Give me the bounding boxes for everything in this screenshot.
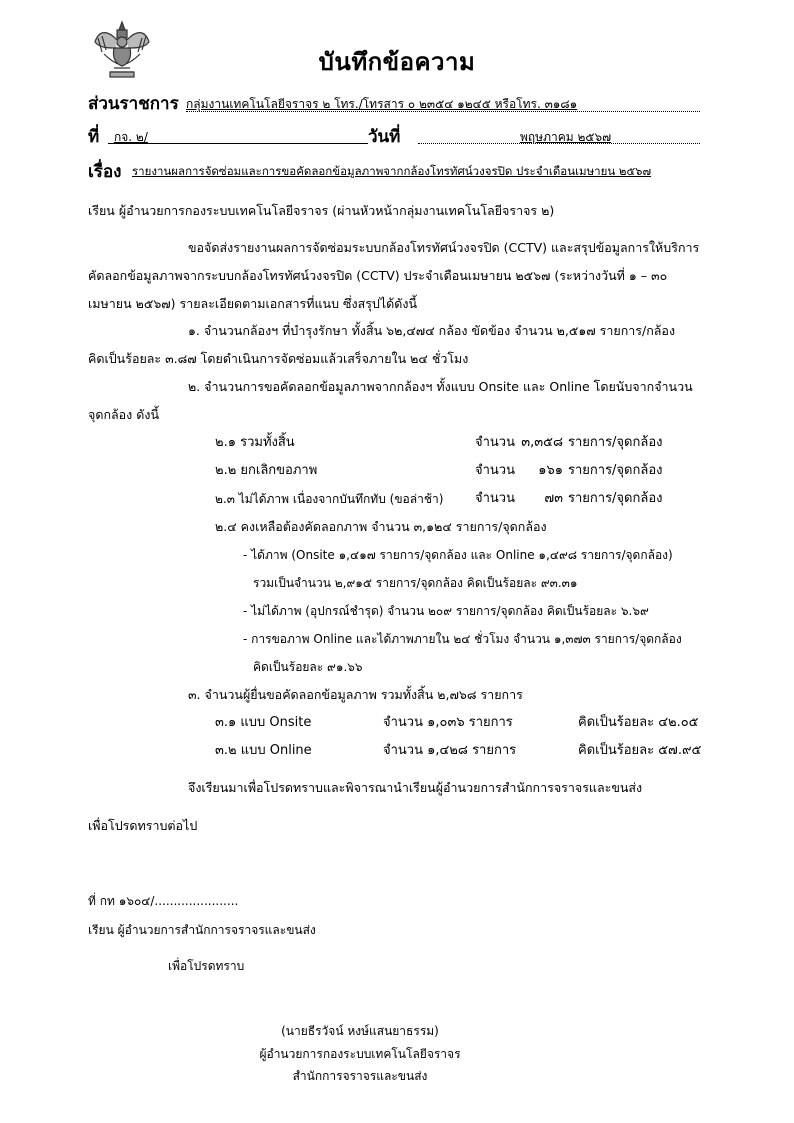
item2-row-3-count-label: จำนวน: [475, 491, 515, 506]
item2-line-1: ๒. จำนวนการขอคัดลอกข้อมูลภาพจากกล้องฯ ทั้งแบบ Onsite และ Online โดยนับจากจำนวน: [188, 379, 693, 394]
ref-label: ที่: [88, 127, 100, 147]
item3-row-2-percent: คิดเป็นร้อยละ ๕๗.๙๕: [578, 743, 702, 758]
item3: ๓. จำนวนผู้ยื่นขอคัดลอกข้อมูลภาพ รวมทั้งสิ้น ๒,๗๖๘ รายการ: [188, 687, 523, 702]
endorse-to: เรียน ผู้อำนวยการสำนักการจราจรและขนส่ง: [88, 923, 316, 937]
subject-value: รายงานผลการจัดซ่อมและการขอคัดลอกข้อมูลภาพจากกล้องโทรทัศน์วงจรปิด ประจำเดือนเมษายน ๒๕๖๗: [132, 164, 652, 178]
date-rule: [418, 143, 700, 144]
item3-row-2-count: จำนวน ๑,๔๒๘ รายการ: [383, 743, 517, 758]
item2-4-line-2: รวมเป็นจำนวน ๒,๙๑๕ รายการ/จุดกล้อง คิดเป็นร้อยละ ๙๓.๓๑: [253, 576, 578, 590]
signature-name: (นายธีรวัจน์ หงษ์แสนยาธรรม): [281, 1024, 439, 1038]
closing-line-1: จึงเรียนมาเพื่อโปรดทราบและพิจารณานำเรียนผู้อำนวยการสำนักการจราจรและขนส่ง: [188, 780, 643, 795]
ref-value: กจ. ๒/: [114, 130, 148, 144]
item2-row-1-unit: รายการ/จุดกล้อง: [568, 435, 663, 450]
item2-row-1-label: ๒.๑ รวมทั้งสิ้น: [215, 435, 295, 450]
item2-row-1-count-label: จำนวน: [475, 435, 515, 450]
endorse-ref: ที่ กท ๑๖๐๔/......................: [88, 894, 239, 908]
intro-line-1: ขอจัดส่งรายงานผลการจัดซ่อมระบบกล้องโทรทัศน์วงจรปิด (CCTV) และสรุปข้อมูลการให้บริการ: [188, 240, 700, 255]
item2-line-2: จุดกล้อง ดังนี้: [88, 407, 160, 422]
item3-row-1-count: จำนวน ๑,๐๓๖ รายการ: [383, 715, 513, 730]
item2-row-1-count: ๓,๓๕๘: [521, 435, 563, 450]
date-value: พฤษภาคม ๒๕๖๗: [520, 130, 612, 144]
signature-position: ผู้อำนวยการกองระบบเทคโนโลยีจราจร: [259, 1047, 461, 1061]
item2-4: ๒.๔ คงเหลือต้องคัดลอกภาพ จำนวน ๓,๑๒๔ รายการ/จุดกล้อง: [215, 519, 547, 534]
item2-4-line-5: คิดเป็นร้อยละ ๙๑.๖๖: [253, 660, 363, 674]
item3-row-1-label: ๓.๑ แบบ Onsite: [215, 715, 312, 730]
document-title: บันทึกข้อความ: [318, 48, 476, 76]
item2-row-2-count: ๑๖๑: [538, 463, 563, 478]
item2-4-line-4: - การขอภาพ Online และได้ภาพภายใน ๒๔ ชั่วโมง จำนวน ๑,๓๗๓ รายการ/จุดกล้อง: [243, 632, 682, 646]
item3-row-2-label: ๓.๒ แบบ Online: [215, 743, 312, 758]
item2-row-3-unit: รายการ/จุดกล้อง: [568, 491, 663, 506]
item2-row-2-label: ๒.๒ ยกเลิกขอภาพ: [215, 463, 318, 478]
item2-row-2-count-label: จำนวน: [475, 463, 515, 478]
item1-line-1: ๑. จำนวนกล้องฯ ที่บำรุงรักษา ทั้งสิ้น ๖๒,๔๗๔ กล้อง ขัดข้อง จำนวน ๒,๕๑๗ รายการ/กล้อง: [188, 323, 676, 338]
intro-line-3: เมษายน ๒๕๖๗) รายละเอียดตามเอกสารที่แนบ ซึ่งสรุปได้ดังนี้: [88, 296, 418, 311]
agency-label: ส่วนราชการ: [88, 94, 179, 114]
salutation: เรียน ผู้อำนวยการกองระบบเทคโนโลยีจราจร (ผ่านหัวหน้ากลุ่มงานเทคโนโลยีจราจร ๒): [88, 203, 555, 218]
item1-line-2: คิดเป็นร้อยละ ๓.๘๗ โดยดำเนินการจัดซ่อมแล้วเสร็จภายใน ๒๔ ชั่วโมง: [88, 351, 469, 366]
signature-office: สำนักการจราจรและขนส่ง: [292, 1069, 428, 1083]
item2-row-2-unit: รายการ/จุดกล้อง: [568, 463, 663, 478]
ref-rule: [108, 143, 368, 144]
endorse-note: เพื่อโปรดทราบ: [168, 959, 245, 973]
item2-4-line-3: - ไม่ได้ภาพ (อุปกรณ์ชำรุด) จำนวน ๒๐๙ รายการ/จุดกล้อง คิดเป็นร้อยละ ๖.๖๙: [243, 604, 649, 618]
subject-label: เรื่อง: [88, 162, 122, 182]
item2-4-line-1: - ได้ภาพ (Onsite ๑,๔๑๗ รายการ/จุดกล้อง และ Online ๑,๔๙๘ รายการ/จุดกล้อง): [243, 548, 673, 562]
closing-line-2: เพื่อโปรดทราบต่อไป: [88, 818, 198, 833]
date-label: วันที่: [368, 127, 401, 147]
intro-line-2: คัดลอกข้อมูลภาพจากระบบกล้องโทรทัศน์วงจรปิด (CCTV) ประจำเดือนเมษายน ๒๕๖๗ (ระหว่างวันที่ ๑ – ๓๐: [88, 268, 668, 283]
agency-rule: [186, 111, 700, 112]
item3-row-1-percent: คิดเป็นร้อยละ ๔๒.๐๕: [578, 715, 699, 730]
agency-value: กลุ่มงานเทคโนโลยีจราจร ๒ โทร./โทรสาร ๐ ๒๓๕๔ ๑๒๔๕ หรือโทร. ๓๑๘๑: [186, 97, 578, 111]
item2-row-3-count: ๗๓: [544, 491, 563, 506]
item2-row-3-label: ๒.๓ ไม่ได้ภาพ เนื่องจากบันทึกทับ (ขอล่าช้า): [215, 492, 444, 506]
